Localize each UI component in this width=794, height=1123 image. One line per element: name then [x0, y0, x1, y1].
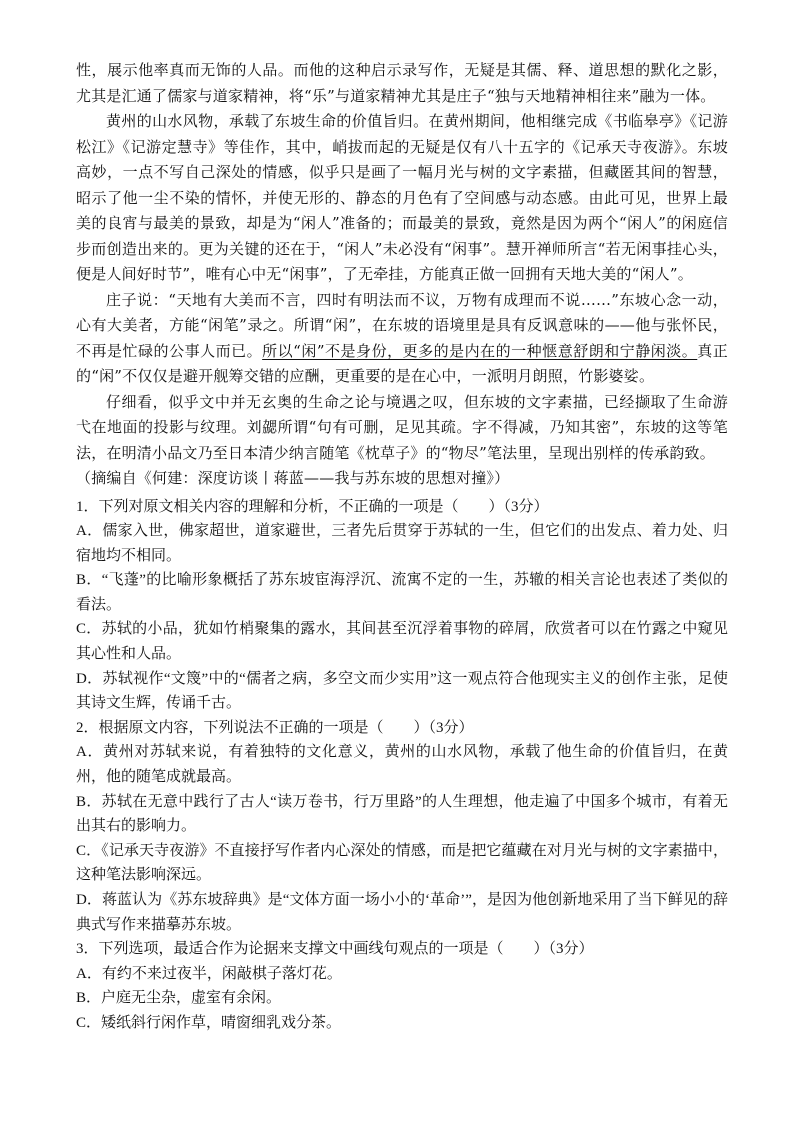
underlined-sentence: 所以“闲”不是身份，更多的是内在的一种惬意舒朗和宁静闲淡。	[262, 341, 698, 360]
questions-section	[76, 495, 728, 1036]
question-stem: 2．根据原文内容，下列说法不正确的一项是（ ）（3分）	[76, 719, 474, 736]
option-a: A．儒家入世，佛家超世，道家避世，三者先后贯穿于苏轼的一生，但它们的出发点、着力处、归宿地均不相同。	[76, 523, 728, 564]
question-1	[76, 495, 728, 716]
option-c: C．《记承天寺夜游》不直接抒写作者内心深处的情感，而是把它蕴藏在对月光与树的文字素描中，这种笔法影响深远。	[76, 842, 728, 884]
passage-paragraph: 性，展示他率真而无饰的人品。而他的这种启示录写作，无疑是其儒、释、道思想的默化之影，尤其是汇通了儒家与道家精神，将“乐”与道家精神尤其是庄子“独与天地精神相往来”融为一体。	[76, 61, 728, 105]
exam-page	[76, 58, 728, 1036]
option-d: D．蒋蓝认为《苏东坡辞典》是“文体方面一场小小的‘革命’”，是因为他创新地采用了当下鲜见的辞典式写作来描摹苏东坡。	[76, 892, 728, 933]
option-b: B．“飞蓬”的比喻形象概括了苏东坡宦海浮沉、流寓不定的一生，苏辙的相关言论也表述了类似的看法。	[76, 572, 728, 613]
question-stem: 3．下列选项，最适合作为论据来支撑文中画线句观点的一项是（ ）（3分）	[76, 941, 594, 958]
passage-text: 庄子说：“天地有大美而不言，四时有明法而不议，万物有成理而不说……”东坡心念一动，心有大美者，方能“闲笔”录之。所谓“闲”，在东坡的语境里是具有反讽意味的——他与张怀民，不再是忙碌的公事人而已。	[76, 290, 728, 360]
option-c: C．苏轼的小品，犹如竹梢聚集的露水，其间甚至沉浮着事物的碎屑，欣赏者可以在竹露之中窥见其心性和人品。	[76, 621, 728, 663]
passage-paragraph: 仔细看，似乎文中并无玄奥的生命之论与境遇之叹，但东坡的文字素描，已经撷取了生命游弋在地面的投影与纹理。刘勰所谓“句有可删，足见其疏。字不得减，乃知其密”，东坡的这等笔法，在明清小品文乃至日本清少纳言随笔《枕草子》的“物尽”笔法里，呈现出别样的传承韵致。	[76, 392, 728, 462]
passage-text: 真正的“闲”不仅仅是避开舰筹交错的应酬，更重要的是在心中，一派明月朗照，竹影婆娑。	[76, 341, 729, 385]
option-c: C．矮纸斜行闲作草，晴窗细乳戏分茶。	[76, 1014, 342, 1031]
reading-passage	[76, 58, 728, 492]
passage-paragraph: 黄州的山水风物，承载了东坡生命的价值旨归。在黄州期间，他相继完成《书临皋亭》《记游松江》《记游定慧寺》等佳作，其中，峭拔而起的无疑是仅有八十五字的《记承天寺夜游》。东坡高妙，一点不写自己深处的情感，似乎只是画了一幅月光与树的文字素描，但藏匿其间的智慧，昭示了他一尘不染的情怀，并使无形的、静态的月色有了空间感与动态感。由此可见，世界上最美的良宵与最美的景致，却是为“闲人”准备的；而最美的景致，竟然是因为两个“闲人”的闲庭信步而创造出来的。更为关键的还在于，“闲人”未必没有“闲事”。慧开禅师所言“若无闲事挂心头，便是人间好时节”，唯有心中无“闲事”，了无牵挂，方能真正做一回拥有天地大美的“闲人”。	[76, 112, 728, 283]
passage-paragraph	[76, 288, 728, 390]
question-3	[76, 937, 728, 1035]
option-a: A．有约不来过夜半，闲敲棋子落灯花。	[76, 965, 342, 982]
passage-source: （摘编自《何建：深度访谈丨蒋蓝——我与苏东坡的思想对撞》）	[76, 469, 510, 487]
question-stem: 1．下列对原文相关内容的理解和分析，不正确的一项是（ ）（3分）	[76, 498, 549, 515]
option-b: B．户庭无尘杂，虚室有余闲。	[76, 990, 282, 1007]
option-d: D．苏轼视作“文篾”中的“儒者之病，多空文而少实用”这一观点符合他现实主义的创作主张，足使其诗文生辉，传诵千古。	[76, 670, 728, 712]
question-2	[76, 716, 728, 937]
option-b: B．苏轼在无意中践行了古人“读万卷书，行万里路”的人生理想，他走遍了中国多个城市，有着无出其右的影响力。	[76, 793, 728, 835]
option-a: A．黄州对苏轼来说，有着独特的文化意义，黄州的山水风物，承载了他生命的价值旨归，在黄州，他的随笔成就最高。	[76, 744, 728, 786]
